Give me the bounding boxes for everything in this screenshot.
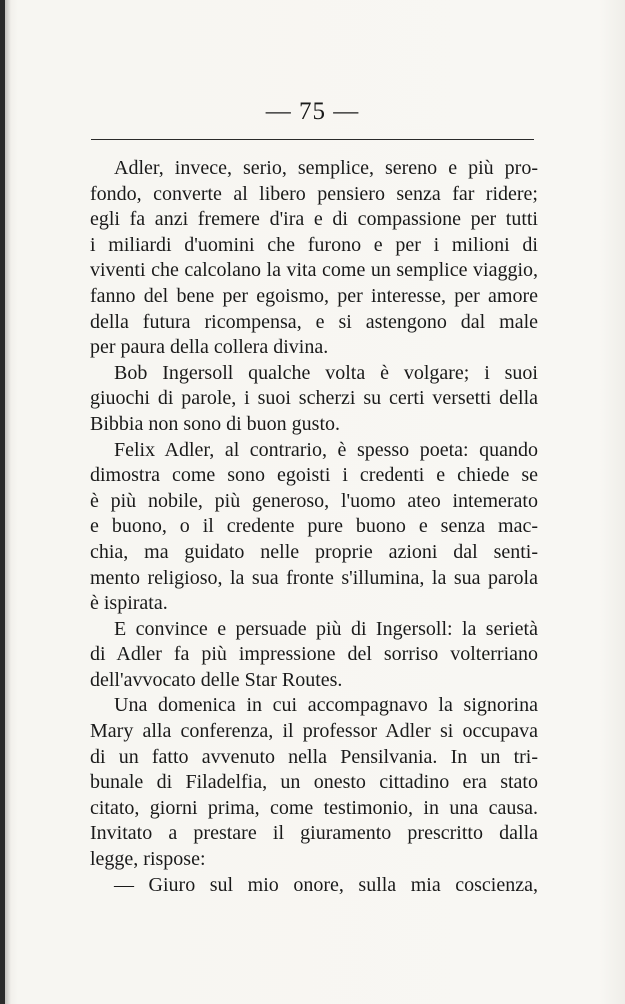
text-line: Bibbia non sono di buon gusto. [90,412,341,435]
text-line: citato, giorni prima, come testimonio, in una causa. [90,796,538,819]
text-line: Bob Ingersoll qualche volta è volgare; i suoi [114,361,538,384]
text-line: E convince e persuade più di Ingersoll: la serietà [114,617,538,640]
text-line: chia, ma guidato nelle proprie azioni dal senti- [90,540,538,563]
text-line: — Giuro sul mio onore, sulla mia coscienza, [114,873,538,896]
text-line: i miliardi d'uomini che furono e per i milioni di [90,233,538,256]
text-line: Una domenica in cui accompagnavo la signorina [114,694,538,717]
text-line: fondo, converte al libero pensiero senza far ridere; [90,182,538,205]
text-line: dimostra come sono egoisti i credenti e chiede se [90,464,538,487]
body-text [90,156,538,898]
text-line: per paura della collera divina. [90,336,329,359]
text-line: e buono, o il credente pure buono e senza mac- [90,515,538,538]
text-line: è più nobile, più generoso, l'uomo ateo intemerato [90,489,538,512]
page-number: — 75 — [265,98,360,125]
text-line: Adler, invece, serio, semplice, sereno e più pro- [114,157,538,179]
text-line: bunale di Filadelfia, un onesto cittadino era stato [90,771,538,794]
text-line: mento religioso, la sua fronte s'illumina, la sua parola [90,566,538,589]
text-line: è ispirata. [90,592,168,615]
text-line: di Adler fa più impressione del sorriso volterriano [90,643,538,666]
header-rule [91,139,534,140]
text-line: Invitato a prestare il giuramento prescritto dalla [90,822,538,845]
text-line: della futura ricompensa, e si astengono dal male [90,310,538,333]
text-line: viventi che calcolano la vita come un semplice viaggio, [90,259,538,282]
text-line: legge, rispose: [90,848,206,871]
page-spine-shadow [5,0,11,1004]
text-line: di un fatto avvenuto nella Pensilvania. In un tri- [90,745,538,768]
text-line: giuochi di parole, i suoi scherzi su certi versetti della [90,387,538,410]
text-line: Mary alla conferenza, il professor Adler si occupava [90,720,538,743]
text-line: dell'avvocato delle Star Routes. [90,668,343,691]
text-line: egli fa anzi fremere d'ira e di compassione per tutti [90,208,538,231]
text-line: fanno del bene per egoismo, per interesse, per amore [90,284,538,307]
text-line: Felix Adler, al contrario, è spesso poeta: quando [114,438,538,461]
